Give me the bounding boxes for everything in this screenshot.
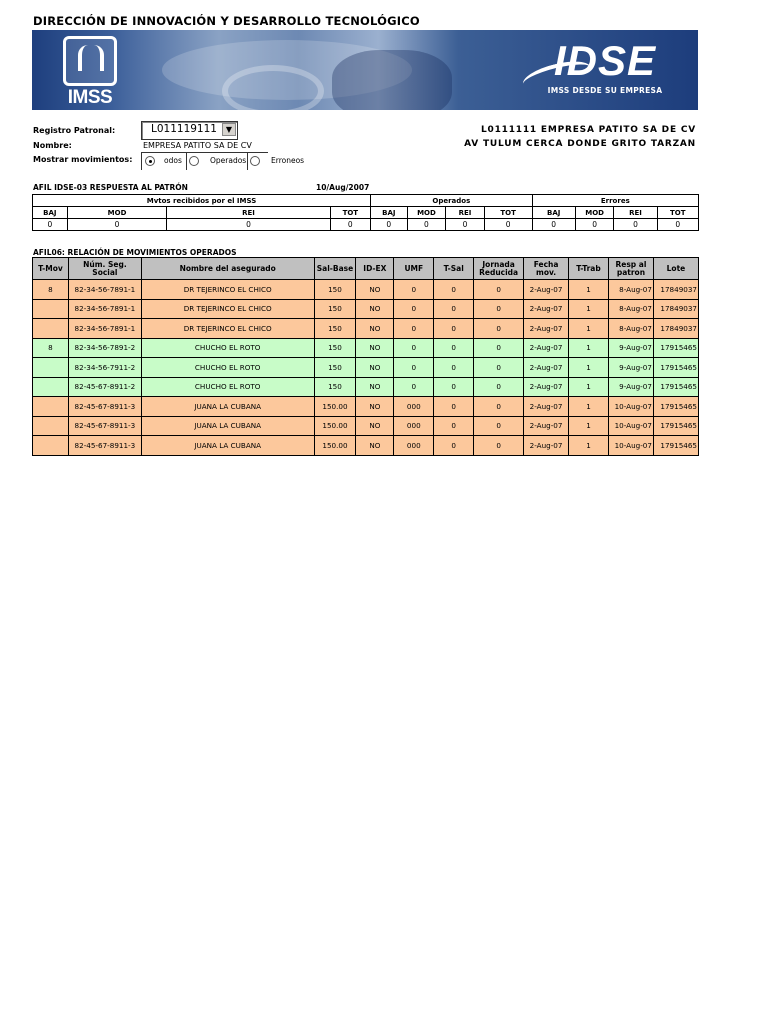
- table-row: [33, 397, 699, 417]
- nombre-value: EMPRESA PATITO SA DE CV: [143, 141, 252, 150]
- table-cell: 0: [474, 358, 524, 378]
- table-row: [33, 358, 699, 378]
- table-cell: 82-34-56-7891-1: [68, 299, 141, 319]
- radio-button[interactable]: [250, 156, 260, 166]
- table-cell: 0: [394, 319, 434, 339]
- nombre-label: Nombre:: [33, 141, 72, 150]
- summary-cell: 0: [575, 219, 614, 231]
- table-row: [33, 299, 699, 319]
- imss-emblem-icon: [63, 36, 117, 86]
- table-row: [33, 416, 699, 436]
- table-cell: [33, 436, 69, 456]
- table-cell: 1: [569, 299, 609, 319]
- registro-patronal-value: L011119111: [151, 123, 217, 135]
- table-cell: 000: [394, 397, 434, 417]
- table-cell: 0: [434, 299, 474, 319]
- company-address: AV TULUM CERCA DONDE GRITO TARZAN: [464, 139, 696, 149]
- table-cell: 150.00: [314, 397, 356, 417]
- movimientos-table: [32, 257, 699, 456]
- table-cell: 82-45-67-8911-3: [68, 436, 141, 456]
- table-cell: 82-45-67-8911-3: [68, 416, 141, 436]
- table-cell: NO: [356, 358, 394, 378]
- table-row: [33, 338, 699, 358]
- group-header: Mvtos recibidos por el IMSS: [33, 195, 371, 207]
- summary-cell: 0: [33, 219, 68, 231]
- table-cell: CHUCHO EL ROTO: [141, 358, 314, 378]
- radio-erroneos[interactable]: [247, 152, 268, 170]
- column-header: BAJ: [371, 207, 408, 219]
- table-cell: 0: [434, 280, 474, 300]
- idse-logo-subtitle: IMSS DESDE SU EMPRESA: [547, 86, 663, 95]
- table-cell: JUANA LA CUBANA: [141, 397, 314, 417]
- table-cell: 17915465: [653, 358, 698, 378]
- table-cell: 17849037: [653, 280, 698, 300]
- column-header: BAJ: [33, 207, 68, 219]
- table-cell: 1: [569, 319, 609, 339]
- column-header-jornada: Jornada Reducida: [474, 258, 524, 280]
- table-cell: 150: [314, 299, 356, 319]
- banner: [32, 30, 698, 110]
- table-cell: 2-Aug-07: [524, 299, 569, 319]
- column-header: MOD: [407, 207, 446, 219]
- table-cell: 0: [474, 397, 524, 417]
- table-cell: 2-Aug-07: [524, 416, 569, 436]
- summary-cell: 0: [614, 219, 657, 231]
- table-cell: 0: [474, 280, 524, 300]
- idse-logo-text: IDSE: [553, 37, 657, 84]
- summary-cell: 0: [67, 219, 167, 231]
- page-title: DIRECCIÓN DE INNOVACIÓN Y DESARROLLO TECNOLÓGICO: [33, 14, 420, 28]
- registro-patronal-select[interactable]: [141, 121, 238, 140]
- table-cell: 10-Aug-07: [608, 397, 653, 417]
- table-cell: 0: [394, 338, 434, 358]
- table-cell: 150: [314, 280, 356, 300]
- column-header-sal-base: Sal-Base: [314, 258, 356, 280]
- chevron-down-icon[interactable]: ▼: [222, 123, 236, 136]
- idse-logo: [530, 38, 680, 104]
- table-cell: 8: [33, 338, 69, 358]
- table-cell: 0: [394, 377, 434, 397]
- table-cell: CHUCHO EL ROTO: [141, 377, 314, 397]
- table-cell: 0: [434, 338, 474, 358]
- table-cell: 10-Aug-07: [608, 416, 653, 436]
- table-cell: 2-Aug-07: [524, 358, 569, 378]
- summary-cell: 0: [446, 219, 484, 231]
- table-row: [33, 436, 699, 456]
- table-cell: 1: [569, 280, 609, 300]
- table-cell: DR TEJERINCO EL CHICO: [141, 319, 314, 339]
- table-cell: [33, 299, 69, 319]
- table-cell: 0: [474, 338, 524, 358]
- movimientos-section-title: AFIL06: RELACIÓN DE MOVIMIENTOS OPERADOS: [33, 248, 237, 257]
- table-cell: 17915465: [653, 397, 698, 417]
- table-cell: 17915465: [653, 436, 698, 456]
- summary-table: [32, 194, 699, 231]
- table-cell: 17849037: [653, 299, 698, 319]
- banner-decoration: [222, 65, 324, 110]
- summary-cell: 0: [167, 219, 330, 231]
- table-cell: 9-Aug-07: [608, 377, 653, 397]
- table-cell: 2-Aug-07: [524, 280, 569, 300]
- column-header-resp: Resp al patron: [608, 258, 653, 280]
- table-cell: 0: [474, 377, 524, 397]
- table-cell: 2-Aug-07: [524, 338, 569, 358]
- table-cell: 000: [394, 416, 434, 436]
- table-cell: 150: [314, 358, 356, 378]
- company-name: L0111111 EMPRESA PATITO SA DE CV: [480, 125, 696, 135]
- table-cell: [33, 377, 69, 397]
- table-cell: 82-34-56-7891-1: [68, 280, 141, 300]
- banner-decoration: [332, 50, 452, 110]
- table-cell: NO: [356, 299, 394, 319]
- column-header-nombre: Nombre del asegurado: [141, 258, 314, 280]
- group-header: Errores: [532, 195, 698, 207]
- table-cell: 2-Aug-07: [524, 319, 569, 339]
- table-cell: 0: [434, 416, 474, 436]
- table-cell: 0: [394, 358, 434, 378]
- column-header-t-trab: T-Trab: [569, 258, 609, 280]
- mostrar-label: Mostrar movimientos:: [33, 155, 133, 164]
- table-cell: 82-45-67-8911-3: [68, 397, 141, 417]
- table-cell: 150: [314, 377, 356, 397]
- table-cell: 8-Aug-07: [608, 299, 653, 319]
- table-cell: 9-Aug-07: [608, 358, 653, 378]
- table-cell: 0: [434, 319, 474, 339]
- table-cell: NO: [356, 377, 394, 397]
- table-cell: 0: [434, 358, 474, 378]
- column-header: REI: [614, 207, 657, 219]
- column-header: TOT: [657, 207, 698, 219]
- summary-cell: 0: [371, 219, 408, 231]
- radio-erroneos-label: Erroneos: [271, 156, 305, 165]
- column-header-t-mov: T-Mov: [33, 258, 69, 280]
- table-cell: 0: [474, 299, 524, 319]
- table-cell: 8-Aug-07: [608, 280, 653, 300]
- table-cell: 1: [569, 377, 609, 397]
- table-row: [33, 280, 699, 300]
- table-cell: NO: [356, 416, 394, 436]
- radio-todos-label: odos: [164, 156, 182, 165]
- table-cell: 0: [474, 319, 524, 339]
- radio-button[interactable]: [189, 156, 199, 166]
- table-cell: 2-Aug-07: [524, 436, 569, 456]
- table-cell: 150: [314, 338, 356, 358]
- table-cell: 1: [569, 358, 609, 378]
- imss-logo: [62, 36, 118, 108]
- column-header: MOD: [575, 207, 614, 219]
- summary-cell: 0: [532, 219, 575, 231]
- imss-logo-text: IMSS: [67, 87, 113, 108]
- table-cell: 17915465: [653, 338, 698, 358]
- table-cell: 2-Aug-07: [524, 377, 569, 397]
- table-cell: 0: [474, 436, 524, 456]
- column-header-umf: UMF: [394, 258, 434, 280]
- table-cell: 2-Aug-07: [524, 397, 569, 417]
- table-row: [33, 377, 699, 397]
- table-cell: NO: [356, 319, 394, 339]
- table-cell: 1: [569, 397, 609, 417]
- table-cell: 150: [314, 319, 356, 339]
- column-header-id-ex: ID-EX: [356, 258, 394, 280]
- table-cell: 82-34-56-7911-2: [68, 358, 141, 378]
- table-cell: DR TEJERINCO EL CHICO: [141, 299, 314, 319]
- column-header-fecha: Fecha mov.: [524, 258, 569, 280]
- table-cell: 1: [569, 338, 609, 358]
- group-header: Operados: [371, 195, 533, 207]
- column-header-nss: Núm. Seg. Social: [68, 258, 141, 280]
- column-header-lote: Lote: [653, 258, 698, 280]
- table-cell: 0: [474, 416, 524, 436]
- column-header: REI: [167, 207, 330, 219]
- table-cell: [33, 358, 69, 378]
- table-cell: 0: [394, 280, 434, 300]
- table-row: [33, 319, 699, 339]
- table-cell: 82-34-56-7891-2: [68, 338, 141, 358]
- table-cell: 10-Aug-07: [608, 436, 653, 456]
- table-cell: NO: [356, 338, 394, 358]
- table-cell: 000: [394, 436, 434, 456]
- column-header: TOT: [330, 207, 370, 219]
- radio-operados-label: Operados: [210, 156, 247, 165]
- table-cell: 82-34-56-7891-1: [68, 319, 141, 339]
- table-cell: 1: [569, 416, 609, 436]
- table-cell: 0: [434, 377, 474, 397]
- table-cell: 9-Aug-07: [608, 338, 653, 358]
- table-cell: NO: [356, 436, 394, 456]
- table-cell: 17849037: [653, 319, 698, 339]
- table-cell: DR TEJERINCO EL CHICO: [141, 280, 314, 300]
- table-cell: 150.00: [314, 416, 356, 436]
- column-header: REI: [446, 207, 484, 219]
- radio-button-checked[interactable]: [145, 156, 155, 166]
- table-cell: 8-Aug-07: [608, 319, 653, 339]
- registro-label: Registro Patronal:: [33, 126, 116, 135]
- column-header: BAJ: [532, 207, 575, 219]
- table-cell: 82-45-67-8911-2: [68, 377, 141, 397]
- column-header: TOT: [484, 207, 532, 219]
- table-cell: [33, 416, 69, 436]
- summary-section-title: AFIL IDSE-03 RESPUESTA AL PATRÓN: [33, 183, 188, 192]
- table-cell: JUANA LA CUBANA: [141, 416, 314, 436]
- table-cell: 0: [394, 299, 434, 319]
- table-cell: 0: [434, 436, 474, 456]
- table-cell: [33, 397, 69, 417]
- table-cell: [33, 319, 69, 339]
- column-header-t-sal: T-Sal: [434, 258, 474, 280]
- table-cell: NO: [356, 280, 394, 300]
- summary-cell: 0: [484, 219, 532, 231]
- summary-date: 10/Aug/2007: [316, 183, 370, 192]
- table-cell: 150.00: [314, 436, 356, 456]
- table-cell: 0: [434, 397, 474, 417]
- summary-cell: 0: [330, 219, 370, 231]
- summary-cell: 0: [657, 219, 698, 231]
- table-cell: 17915465: [653, 377, 698, 397]
- table-cell: 1: [569, 436, 609, 456]
- table-cell: NO: [356, 397, 394, 417]
- column-header: MOD: [67, 207, 167, 219]
- table-cell: 8: [33, 280, 69, 300]
- summary-cell: 0: [407, 219, 446, 231]
- table-cell: JUANA LA CUBANA: [141, 436, 314, 456]
- table-cell: CHUCHO EL ROTO: [141, 338, 314, 358]
- table-cell: 17915465: [653, 416, 698, 436]
